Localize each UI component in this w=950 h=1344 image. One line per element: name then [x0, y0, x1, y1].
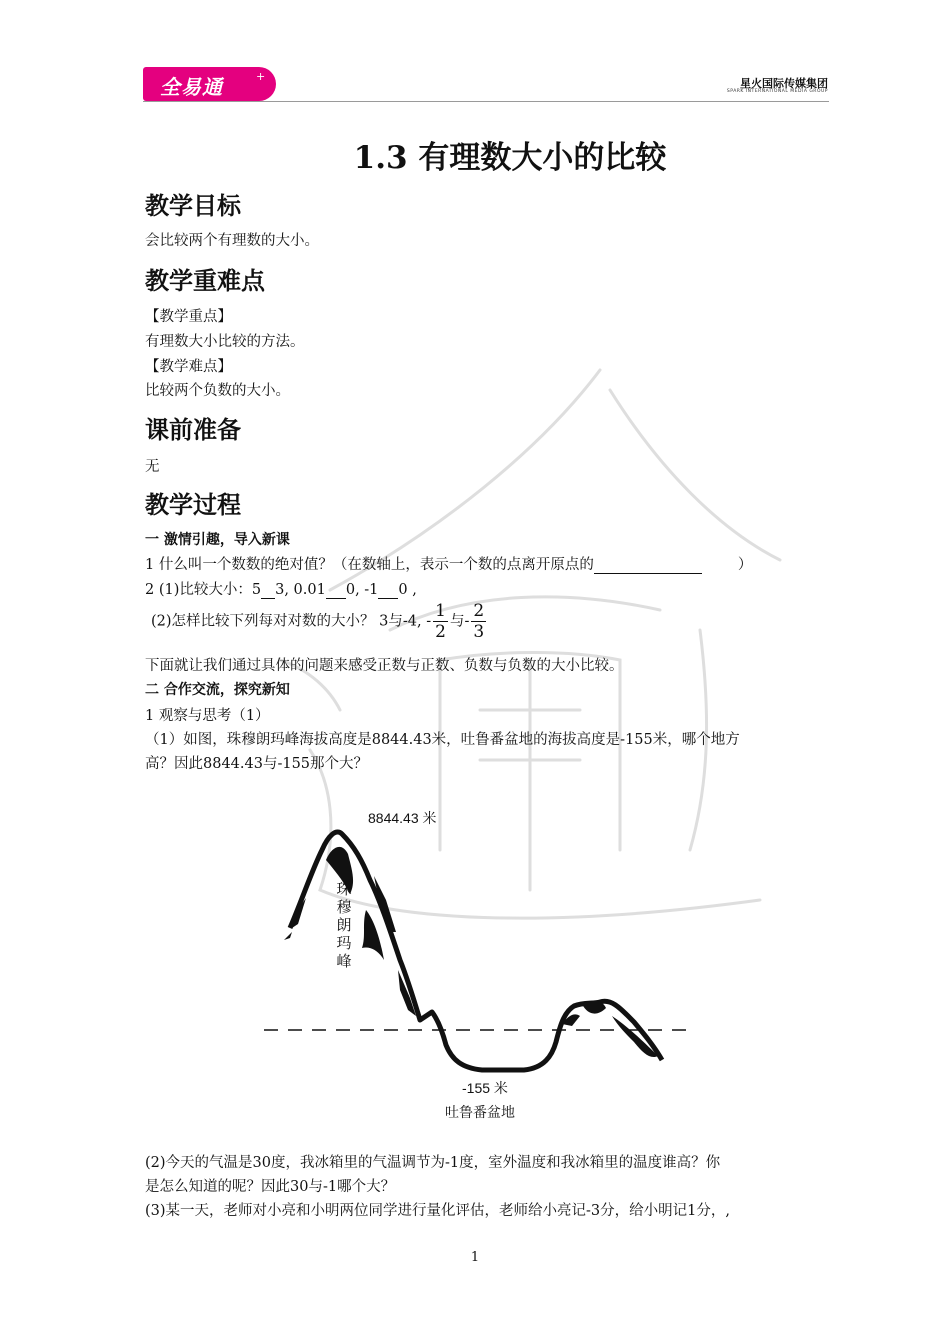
q2-part-c: 0, -1 — [345, 582, 379, 598]
q2-part-b: 3, 0.01 — [275, 582, 326, 598]
brand-logo-star: + — [256, 70, 266, 83]
q2-part-a: 2 (1)比较大小：5 — [145, 582, 262, 598]
focus-label: 【教学重点】 — [145, 309, 232, 325]
preparation-text: 无 — [145, 459, 160, 475]
fraction-two-thirds — [471, 601, 486, 642]
focus-text: 有理数大小比较的方法。 — [145, 334, 305, 350]
fraction-numerator: 2 — [473, 601, 485, 621]
part2-q1-line2: 高？因此8844.43与-155那个大？ — [145, 756, 369, 772]
fraction-one-half — [433, 601, 448, 642]
basin-height-label: -155 米 — [462, 1080, 508, 1096]
part1-question2-2 — [151, 601, 488, 642]
elevation-figure — [262, 820, 692, 1090]
process-heading: 教学过程 — [145, 491, 241, 519]
objectives-text: 会比较两个有理数的大小。 — [145, 233, 319, 249]
compare-blank-3 — [378, 582, 398, 599]
key-points-heading: 教学重难点 — [145, 267, 265, 295]
difficulty-label: 【教学难点】 — [145, 359, 232, 375]
fraction-denominator: 3 — [473, 622, 485, 642]
peak-name-char: 珠 — [336, 880, 352, 898]
page-number: 1 — [470, 1250, 480, 1265]
difficulty-text: 比较两个负数的大小。 — [145, 383, 290, 399]
part1-heading: 一 激情引趣，导入新课 — [145, 532, 290, 548]
q2-2-mid: 与- — [449, 613, 470, 630]
page-title: 1.3 有理数大小的比较 — [353, 140, 667, 176]
peak-name-vertical — [335, 880, 353, 970]
part1-question1 — [145, 553, 752, 574]
compare-blank-1 — [261, 582, 275, 599]
basin-name-label: 吐鲁番盆地 — [445, 1104, 515, 1120]
company-name-english: SPARK INTERNATIONAL MEDIA GROUP — [726, 89, 828, 94]
peak-name-char: 穆 — [336, 898, 352, 916]
q2-part-d: 0 , — [398, 582, 417, 598]
company-name: 星火国际传媒集团 — [740, 77, 828, 90]
transition-text: 下面就让我们通过具体的问题来感受正数与正数、负数与负数的大小比较。 — [145, 658, 624, 674]
fraction-numerator: 1 — [435, 601, 446, 621]
fraction-denominator: 2 — [435, 622, 446, 642]
peak-name-char: 朗 — [336, 916, 352, 934]
compare-blank-2 — [326, 582, 346, 599]
part2-q2-line2: 是怎么知道的呢？因此30与-1哪个大？ — [145, 1179, 396, 1195]
header-divider — [143, 101, 829, 102]
q2-2-text: (2)怎样比较下列每对对数的大小？ 3与-4, - — [151, 613, 432, 630]
part2-q2-line1: (2)今天的气温是30度，我冰箱里的气温调节为-1度，室外温度和我冰箱里的温度谁高？你 — [145, 1155, 721, 1171]
question1-end: ） — [737, 557, 753, 573]
peak-name-char: 峰 — [336, 952, 352, 970]
question1-text: 1 什么叫一个数数的绝对值？（在数轴上，表示一个数的点离开原点的 — [145, 557, 594, 573]
peak-name-char: 玛 — [336, 934, 352, 952]
peak-height-label: 8844.43 米 — [368, 810, 437, 826]
brand-logo-text: 全易通 — [160, 75, 223, 99]
rock-shading — [362, 910, 384, 960]
part2-q1-line1: （1）如图，珠穆朗玛峰海拔高度是8844.43米，吐鲁番盆地的海拔高度是-155米，哪个地方 — [145, 732, 740, 748]
preparation-heading: 课前准备 — [145, 416, 241, 444]
rock-shading — [284, 932, 292, 940]
part2-q3-line1: (3)某一天，老师对小亮和小明两位同学进行量化评估，老师给小亮记-3分，给小明记1分，, — [145, 1203, 730, 1219]
part2-heading: 二 合作交流，探究新知 — [145, 682, 290, 698]
objectives-heading: 教学目标 — [145, 192, 241, 220]
part1-question2 — [145, 578, 417, 599]
observation-label: 1 观察与思考（1） — [145, 708, 270, 724]
answer-blank — [594, 557, 702, 574]
